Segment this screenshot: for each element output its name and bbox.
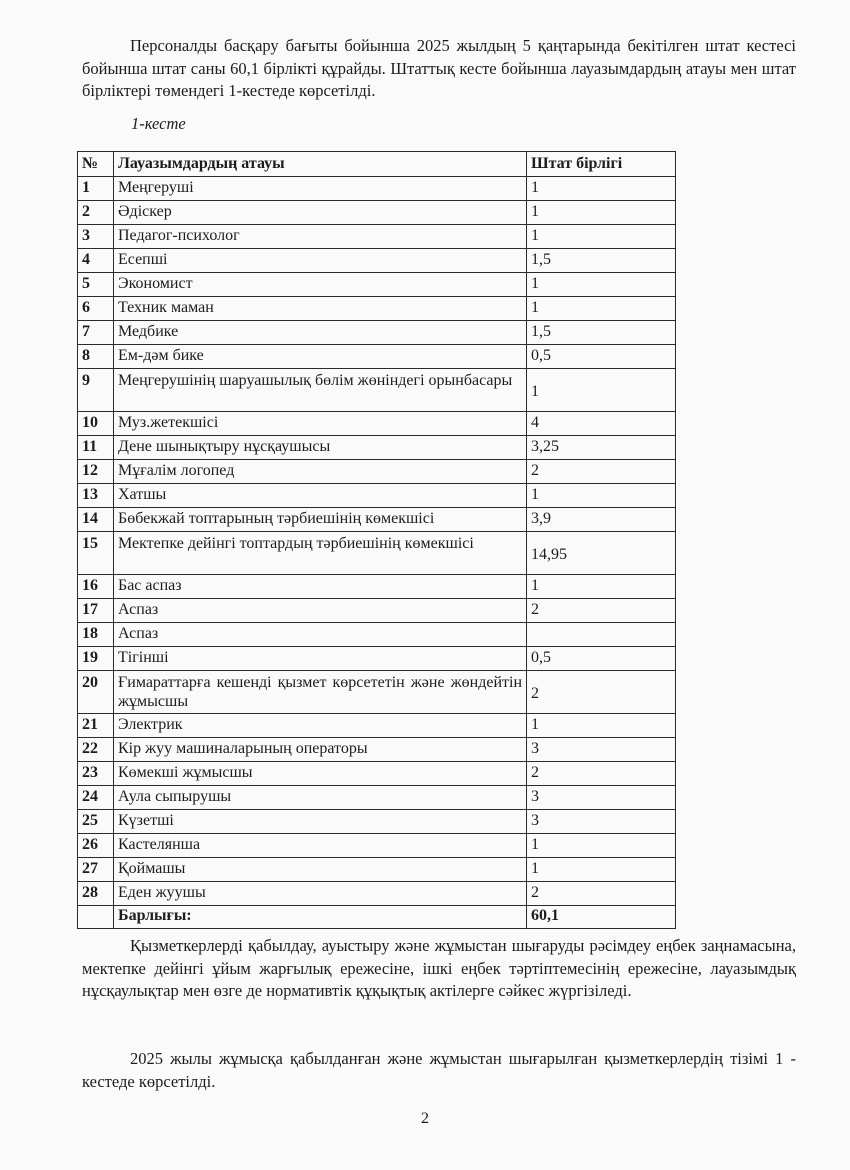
row-position-name: Техник маман (114, 297, 527, 321)
total-value: 60,1 (527, 906, 676, 929)
row-number: 5 (78, 273, 114, 297)
row-number: 22 (78, 738, 114, 762)
table-row (78, 858, 676, 882)
row-staff-units: 1 (527, 297, 676, 321)
row-staff-units: 14,95 (527, 532, 676, 575)
table-row (78, 532, 676, 575)
row-staff-units: 3,25 (527, 436, 676, 460)
row-position-name: Меңгерушінің шаруашылық бөлім жөніндегі орынбасары (114, 369, 527, 412)
row-staff-units: 1 (527, 575, 676, 599)
row-position-name: Бас аспаз (114, 575, 527, 599)
row-number: 4 (78, 249, 114, 273)
row-number: 19 (78, 647, 114, 671)
table-total-row (78, 906, 676, 929)
table-row (78, 738, 676, 762)
table-row (78, 460, 676, 484)
table-row (78, 671, 676, 714)
row-number: 11 (78, 436, 114, 460)
row-staff-units: 3 (527, 786, 676, 810)
row-position-name: Электрик (114, 714, 527, 738)
row-staff-units: 3,9 (527, 508, 676, 532)
row-number: 18 (78, 623, 114, 647)
table-row (78, 225, 676, 249)
table-row (78, 484, 676, 508)
table-row (78, 882, 676, 906)
row-position-name: Ем-дәм бике (114, 345, 527, 369)
row-number: 23 (78, 762, 114, 786)
row-number: 27 (78, 858, 114, 882)
table-row (78, 412, 676, 436)
row-number: 26 (78, 834, 114, 858)
row-position-name: Муз.жетекшісі (114, 412, 527, 436)
row-number: 3 (78, 225, 114, 249)
row-number: 10 (78, 412, 114, 436)
row-staff-units: 1 (527, 369, 676, 412)
row-staff-units: 2 (527, 762, 676, 786)
row-number: 12 (78, 460, 114, 484)
row-staff-units: 2 (527, 599, 676, 623)
staff-table (77, 151, 676, 929)
table-row (78, 249, 676, 273)
row-position-name: Аула сыпырушы (114, 786, 527, 810)
row-number: 25 (78, 810, 114, 834)
row-position-name: Бөбекжай топтарының тәрбиешінің көмекшісі (114, 508, 527, 532)
row-staff-units: 3 (527, 810, 676, 834)
row-number: 21 (78, 714, 114, 738)
row-number: 13 (78, 484, 114, 508)
row-staff-units: 1 (527, 225, 676, 249)
row-staff-units: 2 (527, 671, 676, 714)
paragraph-hiring-rules (82, 935, 796, 1003)
row-number: 24 (78, 786, 114, 810)
table-body (78, 177, 676, 929)
table-row (78, 201, 676, 225)
row-number: 14 (78, 508, 114, 532)
row-position-name: Аспаз (114, 623, 527, 647)
table-row (78, 436, 676, 460)
row-position-name: Меңгеруші (114, 177, 527, 201)
row-position-name: Күзетші (114, 810, 527, 834)
row-position-name: Есепші (114, 249, 527, 273)
table-row (78, 297, 676, 321)
total-label: Барлығы: (114, 906, 527, 929)
table-row (78, 599, 676, 623)
row-staff-units: 0,5 (527, 647, 676, 671)
row-position-name: Мұғалім логопед (114, 460, 527, 484)
row-position-name: Аспаз (114, 599, 527, 623)
table-row (78, 810, 676, 834)
row-staff-units: 1 (527, 858, 676, 882)
row-position-name: Қоймашы (114, 858, 527, 882)
table-row (78, 321, 676, 345)
row-staff-units: 1,5 (527, 321, 676, 345)
row-position-name: Мектепке дейінгі топтардың тәрбиешінің көмекшісі (114, 532, 527, 575)
header-staff-units: Штат бірлігі (527, 152, 676, 177)
row-number: 6 (78, 297, 114, 321)
row-position-name: Хатшы (114, 484, 527, 508)
row-staff-units (527, 623, 676, 647)
table-row (78, 177, 676, 201)
row-position-name: Медбике (114, 321, 527, 345)
row-staff-units: 4 (527, 412, 676, 436)
intro-paragraph-text: Персоналды басқару бағыты бойынша 2025 жылдың 5 қаңтарында бекітілген штат кестесі бойынша штат саны 60,1 бірлікті құрайды. Штаттық кесте бойынша лауазымдардың атауы мен штат бірліктері төмендегі 1-кестеде көрсетілді. (82, 36, 796, 100)
row-staff-units: 1 (527, 177, 676, 201)
row-number: 9 (78, 369, 114, 412)
row-position-name: Тігінші (114, 647, 527, 671)
row-number: 16 (78, 575, 114, 599)
page-number: 2 (421, 1110, 429, 1127)
row-position-name: Кір жуу машиналарының операторы (114, 738, 527, 762)
table-row (78, 834, 676, 858)
row-staff-units: 0,5 (527, 345, 676, 369)
row-staff-units: 1 (527, 834, 676, 858)
total-empty-cell (78, 906, 114, 929)
table-row (78, 786, 676, 810)
table-row (78, 345, 676, 369)
table-row (78, 623, 676, 647)
paragraph-employee-list (82, 1048, 796, 1093)
table-row (78, 369, 676, 412)
row-staff-units: 1 (527, 484, 676, 508)
row-number: 20 (78, 671, 114, 714)
table-row (78, 762, 676, 786)
row-number: 17 (78, 599, 114, 623)
row-position-name: Көмекші жұмысшы (114, 762, 527, 786)
row-staff-units: 2 (527, 882, 676, 906)
table-row (78, 714, 676, 738)
row-position-name: Кастелянша (114, 834, 527, 858)
intro-paragraph (82, 35, 796, 103)
table-header-row (78, 152, 676, 177)
table-row (78, 273, 676, 297)
row-staff-units: 1 (527, 201, 676, 225)
row-position-name: Әдіскер (114, 201, 527, 225)
row-number: 28 (78, 882, 114, 906)
table-row (78, 647, 676, 671)
row-position-name: Экономист (114, 273, 527, 297)
row-staff-units: 2 (527, 460, 676, 484)
row-staff-units: 1,5 (527, 249, 676, 273)
paragraph-employee-list-text: 2025 жылы жұмысқа қабылданған және жұмыстан шығарылған қызметкерлердің тізімі 1 - кестеде көрсетілді. (82, 1049, 796, 1091)
table-row (78, 575, 676, 599)
row-number: 1 (78, 177, 114, 201)
table-row (78, 508, 676, 532)
row-staff-units: 1 (527, 714, 676, 738)
paragraph-hiring-rules-text: Қызметкерлерді қабылдау, ауыстыру және жұмыстан шығаруды рәсімдеу еңбек заңнамасына, мектепке дейінгі ұйым жарғылық ережесіне, ішкі еңбек тәртіптемесінің ережесіне, лауазымдық нұсқаулықтар мен өзге де нормативтік құқықтық актілерге сәйкес жүргізіледі. (82, 936, 796, 1000)
row-number: 8 (78, 345, 114, 369)
table-caption: 1-кесте (131, 114, 186, 133)
row-position-name: Дене шынықтыру нұсқаушысы (114, 436, 527, 460)
row-number: 15 (78, 532, 114, 575)
row-position-name: Педагог-психолог (114, 225, 527, 249)
row-staff-units: 3 (527, 738, 676, 762)
header-number: № (78, 152, 114, 177)
row-position-name: Еден жуушы (114, 882, 527, 906)
row-position-name: Ғимараттарға кешенді қызмет көрсететін және жөндейтін жұмысшы (114, 671, 527, 714)
row-number: 2 (78, 201, 114, 225)
row-number: 7 (78, 321, 114, 345)
header-position-name: Лауазымдардың атауы (114, 152, 527, 177)
row-staff-units: 1 (527, 273, 676, 297)
